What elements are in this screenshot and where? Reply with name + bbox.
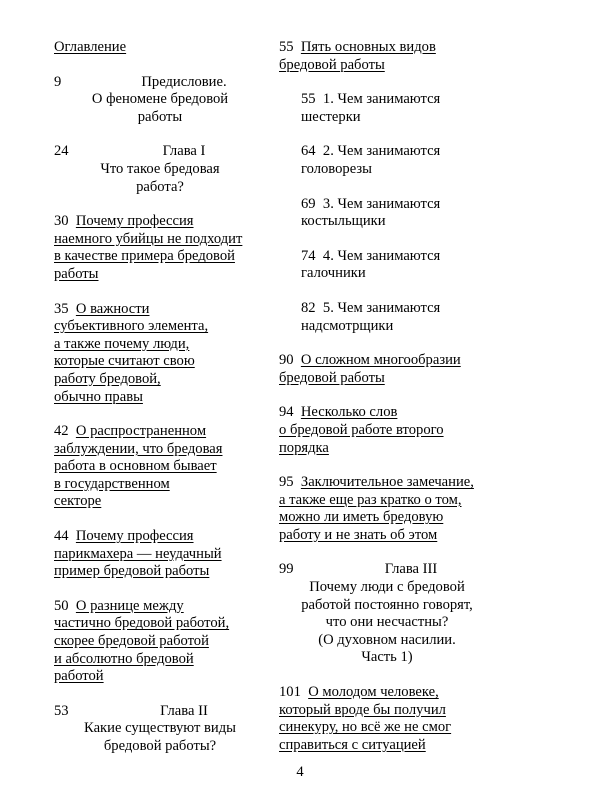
entry-text: Пять основных видов [300, 39, 436, 55]
chapter-subtitle-line: О феномене бредовой [91, 91, 229, 108]
toc-chapter [54, 74, 266, 127]
entry-line [54, 231, 266, 249]
toc-entry [54, 598, 266, 686]
entry-text: обычно правы [54, 388, 143, 405]
entry-line [301, 318, 495, 336]
entry-line [54, 248, 266, 266]
toc-entry [54, 213, 266, 283]
entry-line [279, 737, 495, 755]
chapter-page-number: 24 [54, 143, 69, 160]
entry-line [54, 493, 266, 511]
entry-text: работу бредовой, [54, 370, 161, 387]
entry-text: надсмотрщики [301, 317, 394, 334]
entry-text: 3. Чем занимаются [322, 195, 441, 212]
entry-line [54, 598, 266, 616]
entry-line [301, 91, 495, 109]
entry-text: в качестве примера бредовой [54, 248, 235, 265]
entry-line [301, 300, 495, 318]
chapter-page-number: 99 [279, 561, 294, 578]
entry-page-number: 74 [301, 247, 316, 264]
toc-entry [54, 528, 266, 581]
entry-text: парикмахера — неудачный [54, 545, 222, 562]
entry-line [54, 651, 266, 669]
toc-entry [279, 474, 495, 544]
entry-text: а также почему люди, [54, 335, 190, 352]
toc-column-right [279, 39, 495, 771]
page-number: 4 [296, 764, 304, 780]
entry-line [279, 352, 495, 370]
entry-line [279, 440, 495, 458]
entry-line [54, 353, 266, 371]
entry-text: 1. Чем занимаются [322, 91, 441, 108]
entry-text: порядка [279, 439, 329, 456]
chapter-subtitle-line: бредовой работы? [103, 738, 217, 754]
entry-page-number: 64 [301, 143, 316, 160]
entry-text: галочники [301, 265, 366, 282]
entry-text: О молодом человеке, [308, 684, 439, 701]
entry-text: Почему профессия [75, 528, 194, 545]
entry-page-number: 69 [301, 195, 316, 212]
chapter-header [54, 703, 266, 721]
entry-page-number: 30 [54, 213, 69, 230]
entry-page-number: 55 [279, 39, 294, 55]
entry-line [54, 266, 266, 284]
toc-chapter [54, 143, 266, 196]
entry-line [54, 371, 266, 389]
entry-page-number: 35 [54, 300, 69, 317]
entry-line [279, 492, 495, 510]
entry-text: пример бредовой работы [54, 563, 210, 580]
chapter-title: Предисловие. [141, 73, 227, 90]
toc-subentry [301, 196, 495, 231]
entry-text: субъективного элемента, [54, 318, 209, 335]
entry-text: работа в основном бывает [54, 458, 217, 475]
entry-line [279, 719, 495, 737]
entry-text: который вроде бы получил [279, 701, 446, 718]
entry-page-number: 90 [279, 352, 294, 369]
chapter-subtitle-line: Почему люди с бредовой [309, 579, 465, 596]
entry-text: можно ли иметь бредовую [279, 509, 444, 526]
entry-line [54, 213, 266, 231]
chapter-subtitle-line: Какие существуют виды [84, 720, 236, 737]
entry-text: О важности [75, 300, 150, 317]
entry-line [54, 441, 266, 459]
toc-entry [279, 352, 495, 387]
entry-line [301, 196, 495, 214]
entry-page-number: 94 [279, 404, 294, 421]
entry-line [54, 458, 266, 476]
entry-line [279, 474, 495, 492]
chapter-header [54, 143, 266, 161]
entry-text: Несколько слов [300, 404, 398, 421]
entry-page-number: 82 [301, 299, 316, 316]
chapter-header [54, 74, 266, 92]
chapter-subtitle-line: Что такое бредовая [100, 160, 220, 177]
entry-text: работу и не знать об этом [279, 526, 438, 543]
entry-text: работы [54, 265, 99, 282]
entry-line [279, 702, 495, 720]
entry-line [54, 546, 266, 564]
toc-right-items [279, 39, 495, 754]
entry-line [279, 684, 495, 702]
toc-subentry [301, 248, 495, 283]
toc-column-left [54, 39, 266, 773]
toc-entry [54, 301, 266, 407]
toc-entry [279, 404, 495, 457]
entry-text: О разнице между [75, 597, 184, 614]
entry-line [301, 143, 495, 161]
entry-text: работой [54, 668, 104, 685]
entry-line [54, 476, 266, 494]
entry-line [279, 370, 495, 388]
entry-text: Заключительное замечание, [300, 474, 474, 491]
entry-text: 2. Чем занимаются [322, 143, 441, 160]
entry-text: частично бредовой работой, [54, 615, 230, 632]
entry-page-number: 101 [279, 684, 301, 701]
entry-text: 5. Чем занимаются [322, 299, 441, 316]
entry-line [54, 633, 266, 651]
entry-line [279, 422, 495, 440]
toc-subentry [301, 91, 495, 126]
chapter-subtitle-line: работы [137, 108, 183, 125]
entry-text: скорее бредовой работой [54, 633, 209, 650]
chapter-subtitle-line: работа? [136, 178, 184, 195]
chapter-subtitle-line: (О духовном насилии. [318, 631, 456, 648]
toc-subentry [301, 300, 495, 335]
entry-text: синекуру, но всё же не смог [279, 719, 452, 736]
entry-line [301, 213, 495, 231]
chapter-title: Глава III [384, 561, 438, 578]
entry-line [301, 109, 495, 127]
entry-line [54, 615, 266, 633]
entry-line [54, 301, 266, 319]
entry-line [279, 527, 495, 545]
entry-page-number: 55 [301, 91, 316, 108]
entry-line [54, 389, 266, 407]
entry-text: шестерки [301, 108, 361, 125]
entry-line [54, 563, 266, 581]
chapter-title: Глава I [162, 143, 206, 160]
entry-text: и абсолютно бредовой [54, 650, 194, 667]
toc-entry [54, 423, 266, 511]
entry-line [279, 57, 495, 75]
entry-text: справиться с ситуацией [279, 736, 426, 753]
entry-text: головорезы [301, 160, 372, 177]
toc-heading: Оглавление [54, 39, 127, 55]
toc-chapter [54, 703, 266, 756]
entry-page-number: 50 [54, 597, 69, 614]
entry-line [54, 423, 266, 441]
entry-line [54, 336, 266, 354]
entry-text: О распространенном [75, 423, 207, 440]
toc-entry [279, 39, 495, 74]
chapter-page-number: 9 [54, 73, 62, 90]
entry-page-number: 44 [54, 528, 69, 545]
entry-text: заблуждении, что бредовая [54, 440, 223, 457]
toc-left-items [54, 74, 266, 756]
entry-text: секторе [54, 493, 102, 510]
entry-line [279, 509, 495, 527]
toc-entry [279, 684, 495, 754]
chapter-subtitle-line: что они несчастны? [325, 614, 449, 631]
entry-text: Почему профессия [75, 213, 194, 230]
entry-page-number: 42 [54, 423, 69, 440]
entry-line [54, 318, 266, 336]
entry-line [279, 39, 495, 57]
entry-text: а также еще раз кратко о том, [279, 491, 462, 508]
entry-line [54, 668, 266, 686]
entry-text: бредовой работы [279, 56, 385, 73]
entry-text: 4. Чем занимаются [322, 247, 441, 264]
entry-line [301, 248, 495, 266]
entry-text: О сложном многообразии [300, 352, 461, 369]
entry-text: бредовой работы [279, 369, 385, 386]
toc-chapter [279, 561, 495, 667]
toc-subentry [301, 143, 495, 178]
chapter-subtitle-line: Часть 1) [361, 649, 413, 666]
entry-line [301, 265, 495, 283]
chapter-subtitle-line: работой постоянно говорят, [301, 596, 473, 613]
entry-line [54, 528, 266, 546]
entry-page-number: 95 [279, 474, 294, 491]
chapter-title: Глава II [160, 702, 208, 719]
entry-line [301, 161, 495, 179]
entry-text: которые считают свою [54, 353, 195, 370]
entry-text: в государственном [54, 475, 170, 492]
entry-line [279, 404, 495, 422]
entry-text: наемного убийцы не подходит [54, 230, 243, 247]
entry-text: о бредовой работе второго [279, 421, 444, 438]
chapter-page-number: 53 [54, 702, 69, 719]
entry-text: костыльщики [301, 213, 386, 230]
chapter-header [279, 561, 495, 579]
